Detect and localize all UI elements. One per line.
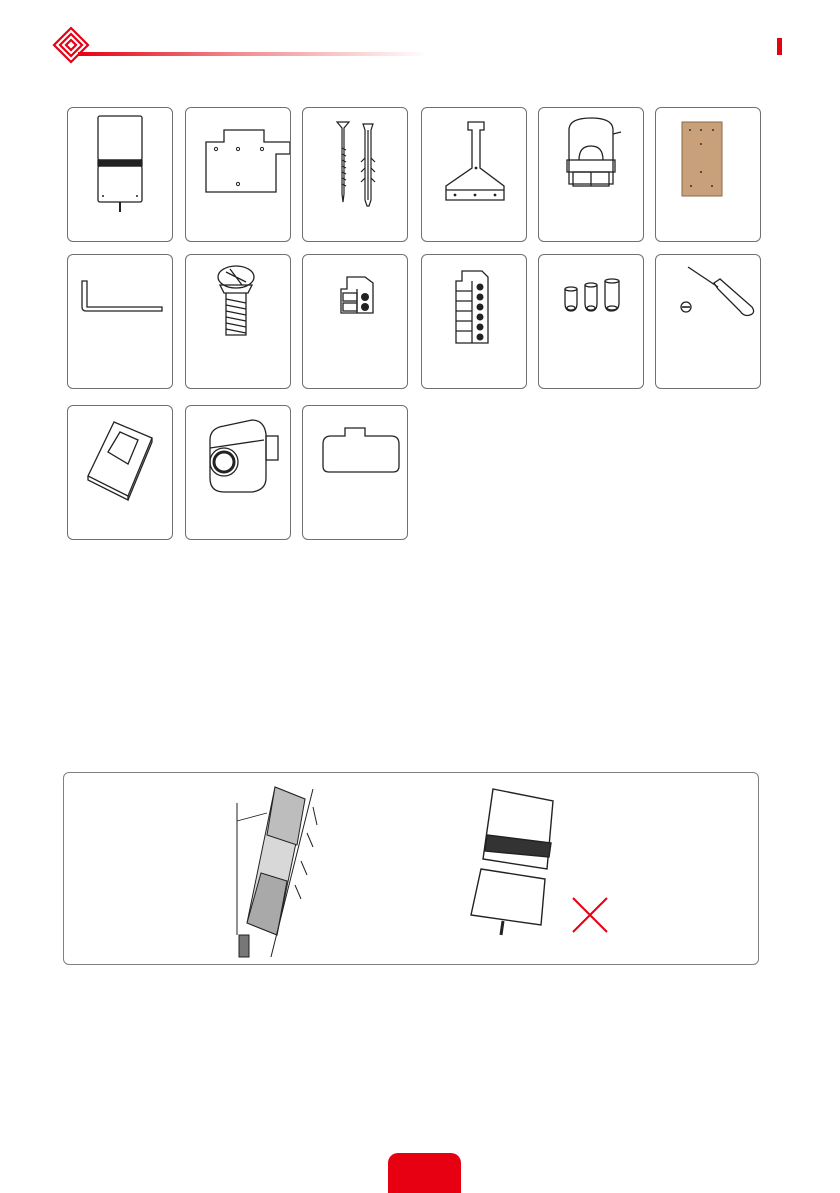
header-rule xyxy=(78,52,428,56)
cord-end-ferrule-icon xyxy=(539,255,643,388)
inverter-unit-icon xyxy=(68,108,172,241)
accessory-inverter xyxy=(67,107,173,242)
diamond-logo-icon xyxy=(52,26,90,64)
accessory-ct-clamp xyxy=(538,107,644,242)
accessory-wifi-dongle xyxy=(185,405,291,540)
mounting-plate-icon xyxy=(422,108,526,241)
accessory-m5-screw xyxy=(185,254,291,389)
cover-plate-icon xyxy=(303,406,407,539)
accessory-2pin-terminal xyxy=(302,254,408,389)
accessory-documents xyxy=(67,405,173,540)
two-pin-terminal-icon xyxy=(303,255,407,388)
drilling-template-icon xyxy=(656,108,760,241)
header-section-mark xyxy=(777,38,782,55)
screwdriver-icon xyxy=(656,255,760,388)
accessory-hex-key xyxy=(67,254,173,389)
accessory-expansion-screws xyxy=(302,107,408,242)
red-cross-icon xyxy=(570,895,610,935)
accessory-wall-bracket xyxy=(185,107,291,242)
page-number-tab xyxy=(388,1153,461,1193)
inverter-front-icon xyxy=(465,787,575,937)
accessory-drilling-template xyxy=(655,107,761,242)
six-pin-terminal-icon xyxy=(422,255,526,388)
current-transformer-clamp-icon xyxy=(539,108,643,241)
installation-figure-frame xyxy=(63,772,759,965)
tilted-side-mount-icon xyxy=(225,785,330,960)
accessory-cover-plate xyxy=(302,405,408,540)
document-pack-icon xyxy=(68,406,172,539)
wifi-dongle-icon xyxy=(186,406,290,539)
accessory-mounting-plate xyxy=(421,107,527,242)
accessory-screwdriver xyxy=(655,254,761,389)
expansion-screw-anchor-icon xyxy=(303,108,407,241)
m5-screw-icon xyxy=(186,255,290,388)
accessory-ferrules xyxy=(538,254,644,389)
wall-bracket-icon xyxy=(186,108,290,241)
accessory-6pin-terminal xyxy=(421,254,527,389)
hex-key-icon xyxy=(68,255,172,388)
